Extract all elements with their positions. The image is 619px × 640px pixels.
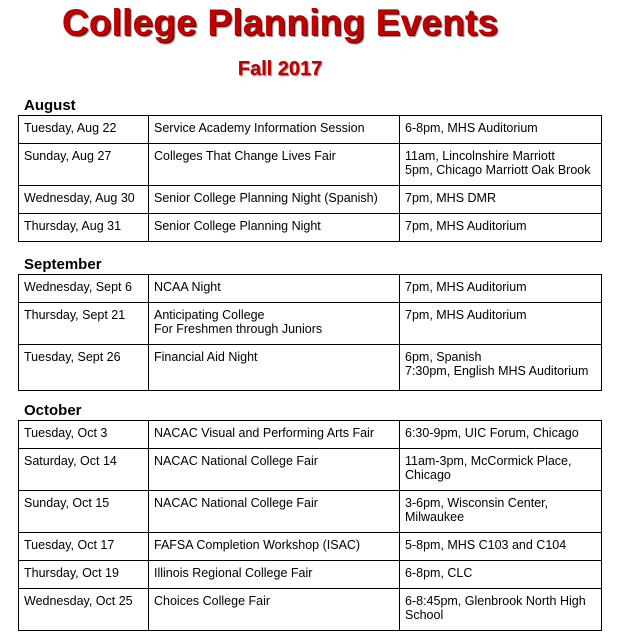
event-time-location-line: School [405,608,444,622]
event-time-location [400,214,602,242]
event-time-location [400,275,602,303]
event-name-line: Choices College Fair [154,594,271,608]
event-time-location [400,491,602,533]
event-time-location-line: 6:30-9pm, UIC Forum, Chicago [405,426,579,440]
event-time-location-line: 6-8:45pm, Glenbrook North High [405,594,586,608]
event-name [149,491,400,533]
event-time-location-line: 5-8pm, MHS C103 and C104 [405,538,567,552]
event-time-location [400,303,602,345]
event-name [149,275,400,303]
event-date: Sunday, Aug 27 [19,144,149,186]
table-row [19,303,602,345]
event-date: Sunday, Oct 15 [19,491,149,533]
event-name-line: NACAC National College Fair [154,454,318,468]
event-date: Wednesday, Aug 30 [19,186,149,214]
table-row [19,561,602,589]
event-time-location-line: 7pm, MHS Auditorium [405,280,527,294]
event-date: Wednesday, Oct 25 [19,589,149,631]
event-date: Wednesday, Sept 6 [19,275,149,303]
event-name-line: Senior College Planning Night [154,219,321,233]
event-name [149,345,400,391]
event-name [149,533,400,561]
event-time-location [400,589,602,631]
event-time-location-line: 7pm, MHS DMR [405,191,496,205]
event-time-location [400,533,602,561]
table-row [19,275,602,303]
table-row [19,449,602,491]
event-time-location [400,561,602,589]
event-time-location-line: 11am-3pm, McCormick Place, [405,454,572,468]
event-name [149,186,400,214]
event-name-line: Anticipating College [154,308,265,322]
event-time-location-line: 5pm, Chicago Marriott Oak Brook [405,163,591,177]
table-row [19,491,602,533]
event-time-location [400,421,602,449]
event-date: Thursday, Sept 21 [19,303,149,345]
events-table [18,274,602,391]
event-time-location [400,345,602,391]
event-name-line: NACAC Visual and Performing Arts Fair [154,426,374,440]
event-time-location-line: Milwaukee [405,510,465,524]
event-name [149,214,400,242]
month-heading: October [24,402,82,419]
event-time-location-line: 6pm, Spanish [405,350,482,364]
table-row [19,589,602,631]
event-date: Thursday, Aug 31 [19,214,149,242]
event-time-location-line: 6-8pm, MHS Auditorium [405,121,538,135]
event-time-location [400,449,602,491]
month-heading: August [24,97,76,114]
table-row [19,144,602,186]
event-time-location-line: 7pm, MHS Auditorium [405,308,527,322]
event-date: Saturday, Oct 14 [19,449,149,491]
event-name-line: Illinois Regional College Fair [154,566,313,580]
event-name-line: Senior College Planning Night (Spanish) [154,191,378,205]
event-name [149,421,400,449]
event-name-line: Colleges That Change Lives Fair [154,149,336,163]
event-name [149,561,400,589]
table-row [19,214,602,242]
event-name-line: Financial Aid Night [154,350,258,364]
event-time-location [400,186,602,214]
event-name-line: FAFSA Completion Workshop (ISAC) [154,538,361,552]
event-date: Tuesday, Oct 3 [19,421,149,449]
month-heading: September [24,256,102,273]
table-row [19,345,602,391]
event-name-line: NCAA Night [154,280,221,294]
event-date: Tuesday, Sept 26 [19,345,149,391]
event-time-location-line: 3-6pm, Wisconsin Center, [405,496,549,510]
page-title: College Planning Events [61,2,499,43]
event-time-location-line: Chicago [405,468,451,482]
event-name [149,116,400,144]
event-date: Tuesday, Aug 22 [19,116,149,144]
events-table [18,115,602,242]
event-time-location [400,116,602,144]
page-subtitle: Fall 2017 [237,58,323,80]
event-name [149,303,400,345]
event-time-location-line: 11am, Lincolnshire Marriott [405,149,555,163]
event-name [149,144,400,186]
events-table [18,420,602,631]
event-time-location-line: 7pm, MHS Auditorium [405,219,527,233]
event-date: Thursday, Oct 19 [19,561,149,589]
event-name-line: For Freshmen through Juniors [154,322,323,336]
event-name-line: Service Academy Information Session [154,121,365,135]
event-name [149,449,400,491]
table-row [19,116,602,144]
event-time-location-line: 6-8pm, CLC [405,566,473,580]
event-name [149,589,400,631]
table-row [19,186,602,214]
event-time-location [400,144,602,186]
table-row [19,421,602,449]
event-date: Tuesday, Oct 17 [19,533,149,561]
event-name-line: NACAC National College Fair [154,496,318,510]
table-row [19,533,602,561]
event-time-location-line: 7:30pm, English MHS Auditorium [405,364,589,378]
